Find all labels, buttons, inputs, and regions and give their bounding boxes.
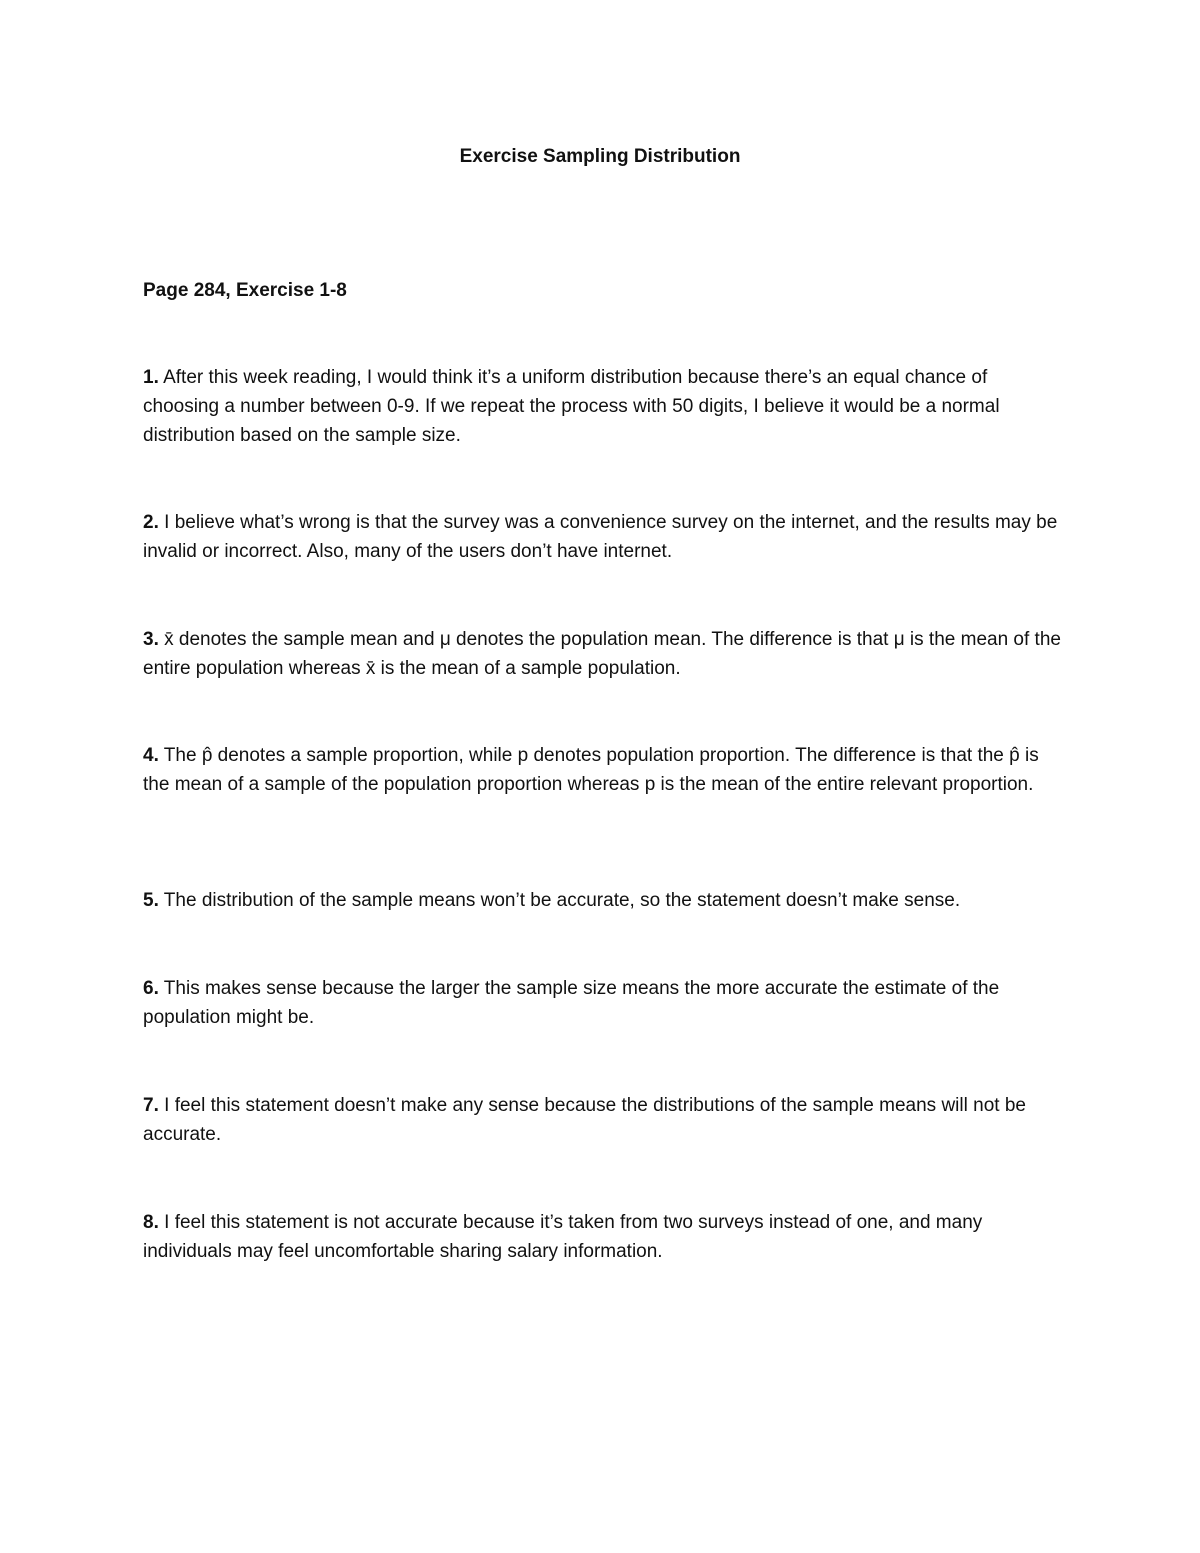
answer-text: I feel this statement doesn’t make any sense because the distributions of the sample means will not be accurate. xyxy=(143,1095,1026,1145)
document-title: Exercise Sampling Distribution xyxy=(459,146,741,167)
answer-number: 3. xyxy=(143,629,159,650)
answer-3 xyxy=(143,625,1063,683)
answer-2 xyxy=(143,508,1063,566)
answer-text: I feel this statement is not accurate because it’s taken from two surveys instead of one, and many individuals may feel uncomfortable sharing salary information. xyxy=(143,1212,983,1262)
answer-number: 6. xyxy=(143,978,159,999)
answer-7 xyxy=(143,1091,1063,1149)
answer-1 xyxy=(143,363,1063,450)
answer-text: The distribution of the sample means won’t be accurate, so the statement doesn’t make sense. xyxy=(158,890,961,911)
answer-text: This makes sense because the larger the sample size means the more accurate the estimate of the population might be. xyxy=(143,978,1000,1028)
answer-number: 5. xyxy=(143,890,159,911)
answer-4 xyxy=(143,741,1063,799)
answer-6 xyxy=(143,974,1063,1032)
answer-5 xyxy=(143,886,1063,915)
answer-text: I believe what’s wrong is that the survey was a convenience survey on the internet, and the results may be invalid or incorrect. Also, many of the users don’t have internet. xyxy=(143,512,1058,562)
document-subtitle: Page 284, Exercise 1-8 xyxy=(143,280,347,301)
answer-number: 7. xyxy=(143,1095,159,1116)
answer-8 xyxy=(143,1208,1063,1266)
answer-text: x̄ denotes the sample mean and μ denotes the population mean. The difference is that μ is the mean of the entire population whereas x̄ is the mean of a sample population. xyxy=(143,629,1061,679)
answer-text: The p̂ denotes a sample proportion, while p denotes population proportion. The difference is that the p̂ is the mean of a sample of the population proportion whereas p is the mean of the entire relevant proportion. xyxy=(143,745,1039,795)
answer-number: 4. xyxy=(143,745,159,766)
answer-number: 2. xyxy=(143,512,159,533)
answer-number: 8. xyxy=(143,1212,159,1233)
answer-number: 1. xyxy=(143,367,159,388)
answer-text: After this week reading, I would think it’s a uniform distribution because there’s an equal chance of choosing a number between 0-9. If we repeat the process with 50 digits, I believe it would be a normal distribution based on the sample size. xyxy=(143,367,1000,446)
